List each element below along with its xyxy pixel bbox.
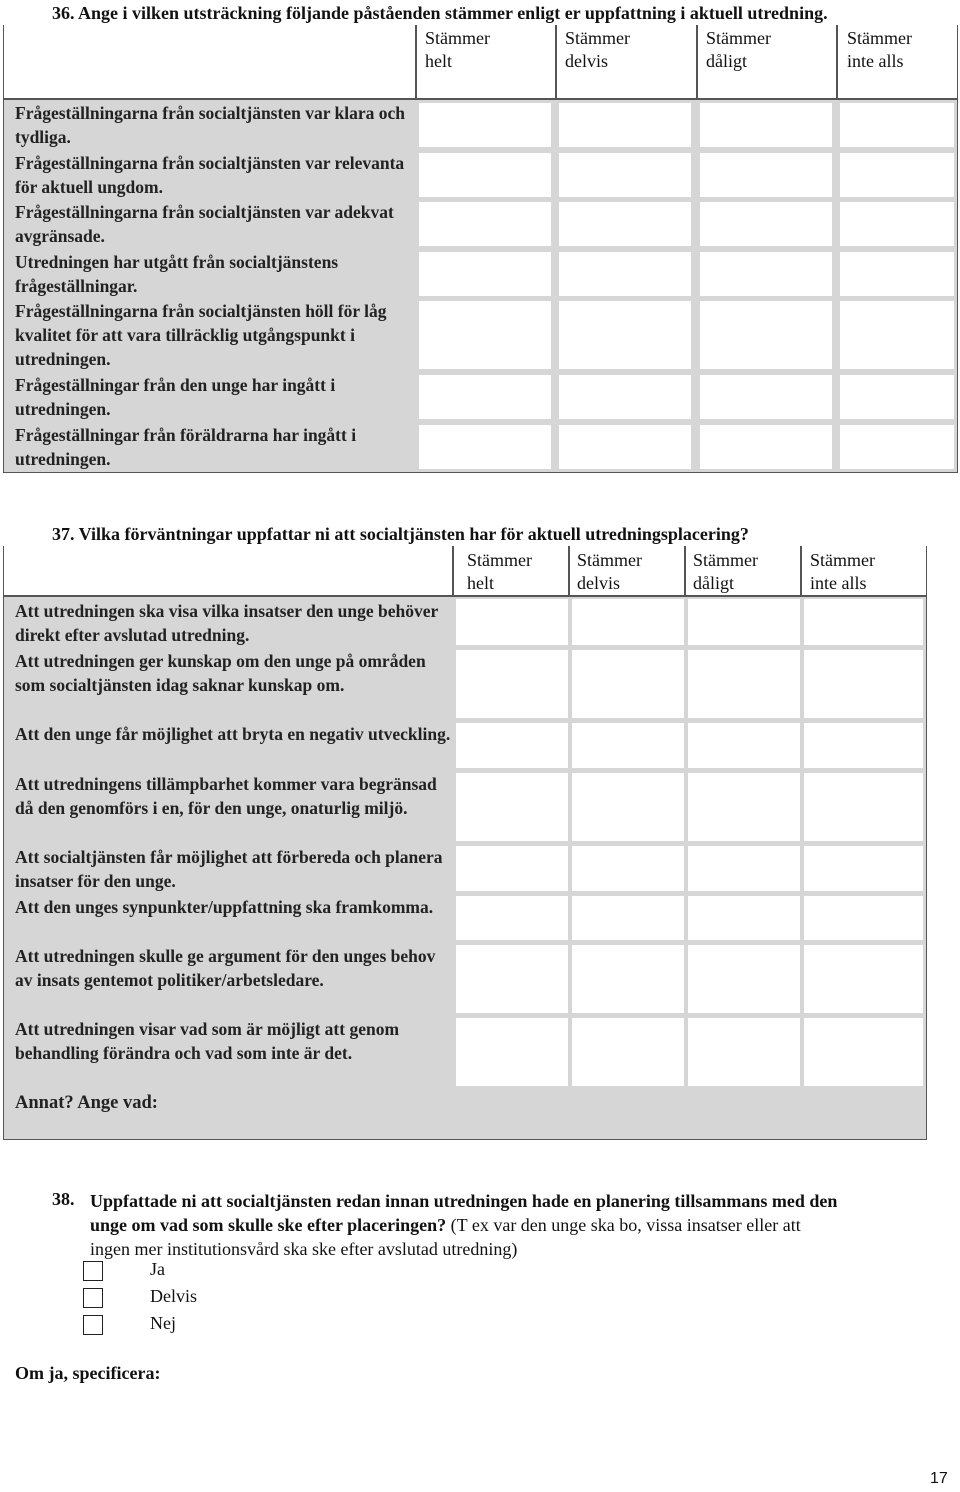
q36-r5-c4[interactable] bbox=[840, 301, 954, 369]
q36-r6-c2[interactable] bbox=[559, 375, 691, 419]
q36-r4-c1[interactable] bbox=[419, 252, 551, 296]
q36-r1-c3[interactable] bbox=[700, 103, 832, 147]
q38-option-delvis: Delvis bbox=[150, 1286, 197, 1306]
q37-row-4-label: Att utredningens tillämpbarhet kommer vara begränsad då den genomförs i en, för den unge, onaturlig miljö. bbox=[15, 774, 437, 818]
q38-question bbox=[90, 1189, 955, 1261]
q37-r7-c2[interactable] bbox=[572, 945, 684, 1013]
q36-r3-c2[interactable] bbox=[559, 202, 691, 246]
q37-col-1-header: Stämmer helt bbox=[467, 550, 532, 593]
q37-r4-c3[interactable] bbox=[688, 773, 800, 841]
q37-r3-c1[interactable] bbox=[456, 723, 568, 768]
q36-r4-c2[interactable] bbox=[559, 252, 691, 296]
q38-title-line-2: unge om vad som skulle ske efter placeringen? bbox=[90, 1215, 447, 1235]
q37-row-3-label: Att den unge får möjlighet att bryta en negativ utveckling. bbox=[15, 724, 451, 744]
q37-row-2-label: Att utredningen ger kunskap om den unge på områden som socialtjänsten idag saknar kunskap om. bbox=[15, 651, 426, 695]
q37-title: 37. Vilka förväntningar uppfattar ni att socialtjänsten har för aktuell utredningsplacering? bbox=[52, 524, 749, 544]
q37-row-5-label: Att socialtjänsten får möjlighet att förbereda och planera insatser för den unge. bbox=[15, 847, 443, 891]
q37-row-1-label: Att utredningen ska visa vilka insatser den unge behöver direkt efter avslutad utredning. bbox=[15, 601, 438, 645]
q37-col-3-header: Stämmer dåligt bbox=[693, 550, 758, 593]
q37-r8-c4[interactable] bbox=[804, 1018, 923, 1086]
q36-col-4-header: Stämmer inte alls bbox=[847, 28, 912, 71]
q37-col-4-header: Stämmer inte alls bbox=[810, 550, 875, 593]
q37-r3-c4[interactable] bbox=[804, 723, 923, 768]
q36-row-2-label: Frågeställningarna från socialtjänsten var relevanta för aktuell ungdom. bbox=[15, 153, 405, 197]
q37-r2-c2[interactable] bbox=[572, 650, 684, 718]
q36-r7-c4[interactable] bbox=[840, 425, 954, 469]
q38-number: 38. bbox=[52, 1189, 75, 1209]
q36-r6-c4[interactable] bbox=[840, 375, 954, 419]
q36-r6-c1[interactable] bbox=[419, 375, 551, 419]
q36-col-1-header: Stämmer helt bbox=[425, 28, 490, 71]
q36-r7-c3[interactable] bbox=[700, 425, 832, 469]
q36-r3-c4[interactable] bbox=[840, 202, 954, 246]
q36-col-3-header: Stämmer dåligt bbox=[706, 28, 771, 71]
q36-r5-c1[interactable] bbox=[419, 301, 551, 369]
q36-r5-c2[interactable] bbox=[559, 301, 691, 369]
q37-row-6-label: Att den unges synpunkter/uppfattning ska framkomma. bbox=[15, 897, 434, 917]
q37-r5-c2[interactable] bbox=[572, 846, 684, 891]
q36-row-4-label: Utredningen har utgått från socialtjänstens frågeställningar. bbox=[15, 252, 339, 296]
q37-r2-c4[interactable] bbox=[804, 650, 923, 718]
q37-r3-c3[interactable] bbox=[688, 723, 800, 768]
q37-r2-c3[interactable] bbox=[688, 650, 800, 718]
q36-r6-c3[interactable] bbox=[700, 375, 832, 419]
q37-r1-c1[interactable] bbox=[456, 599, 568, 645]
q36-r7-c1[interactable] bbox=[419, 425, 551, 469]
q37-r8-c3[interactable] bbox=[688, 1018, 800, 1086]
q37-r1-c4[interactable] bbox=[804, 599, 923, 645]
q37-r4-c4[interactable] bbox=[804, 773, 923, 841]
q36-title: 36. Ange i vilken utsträckning följande påståenden stämmer enligt er uppfattning i aktuell utredning. bbox=[52, 3, 828, 23]
q37-r8-c1[interactable] bbox=[456, 1018, 568, 1086]
q36-r1-c2[interactable] bbox=[559, 103, 691, 147]
q37-r6-c2[interactable] bbox=[572, 896, 684, 940]
q37-r6-c4[interactable] bbox=[804, 896, 923, 940]
q37-r5-c1[interactable] bbox=[456, 846, 568, 891]
q37-r8-c2[interactable] bbox=[572, 1018, 684, 1086]
q37-col-2-header: Stämmer delvis bbox=[577, 550, 642, 593]
q36-table bbox=[3, 25, 960, 473]
q37-r6-c1[interactable] bbox=[456, 896, 568, 940]
q37-r6-c3[interactable] bbox=[688, 896, 800, 940]
q36-r3-c1[interactable] bbox=[419, 202, 551, 246]
q36-row-7-label: Frågeställningar från föräldrarna har ingått i utredningen. bbox=[15, 425, 357, 469]
q38-option-nej: Nej bbox=[150, 1313, 176, 1333]
q36-r3-c3[interactable] bbox=[700, 202, 832, 246]
q38-checkbox-ja[interactable] bbox=[83, 1261, 103, 1281]
q36-r2-c4[interactable] bbox=[840, 153, 954, 197]
q36-row-3-label: Frågeställningarna från socialtjänsten var adekvat avgränsade. bbox=[15, 202, 394, 246]
q36-r1-c4[interactable] bbox=[840, 103, 954, 147]
q38-title-line-2-note: (T ex var den unge ska bo, vissa insatser eller att bbox=[446, 1215, 801, 1235]
q36-r5-c3[interactable] bbox=[700, 301, 832, 369]
q38-checkbox-delvis[interactable] bbox=[83, 1288, 103, 1308]
q36-r2-c2[interactable] bbox=[559, 153, 691, 197]
q36-row-6-label: Frågeställningar från den unge har ingått i utredningen. bbox=[15, 375, 336, 419]
q36-r1-c1[interactable] bbox=[419, 103, 551, 147]
q36-r2-c3[interactable] bbox=[700, 153, 832, 197]
q37-r1-c3[interactable] bbox=[688, 599, 800, 645]
q36-r4-c3[interactable] bbox=[700, 252, 832, 296]
q36-r7-c2[interactable] bbox=[559, 425, 691, 469]
q37-r7-c3[interactable] bbox=[688, 945, 800, 1013]
q37-r1-c2[interactable] bbox=[572, 599, 684, 645]
q37-row-9-label: Annat? Ange vad: bbox=[15, 1093, 158, 1113]
page-number: 17 bbox=[930, 1470, 948, 1487]
q37-r4-c2[interactable] bbox=[572, 773, 684, 841]
q37-r2-c1[interactable] bbox=[456, 650, 568, 718]
q37-r3-c2[interactable] bbox=[572, 723, 684, 768]
q38-title-line-3: ingen mer institutionsvård ska ske efter avslutad utredning) bbox=[90, 1239, 518, 1259]
q36-col-2-header: Stämmer delvis bbox=[565, 28, 630, 71]
q37-r4-c1[interactable] bbox=[456, 773, 568, 841]
q36-r2-c1[interactable] bbox=[419, 153, 551, 197]
q38-specify-label: Om ja, specificera: bbox=[15, 1363, 161, 1383]
q37-r5-c3[interactable] bbox=[688, 846, 800, 891]
q37-row-7-label: Att utredningen skulle ge argument för den unges behov av insats gentemot politiker/arbetsledare. bbox=[15, 946, 436, 990]
q37-r7-c4[interactable] bbox=[804, 945, 923, 1013]
q38-title-line-1: Uppfattade ni att socialtjänsten redan innan utredningen hade en planering tillsammans med den bbox=[90, 1191, 838, 1211]
q37-r7-c1[interactable] bbox=[456, 945, 568, 1013]
q37-row-8-label: Att utredningen visar vad som är möjligt att genom behandling förändra och vad som inte är det. bbox=[15, 1019, 400, 1063]
q38-checkbox-nej[interactable] bbox=[83, 1315, 103, 1335]
q37-table bbox=[3, 546, 927, 1140]
q36-row-1-label: Frågeställningarna från socialtjänsten var klara och tydliga. bbox=[15, 103, 406, 147]
q36-r4-c4[interactable] bbox=[840, 252, 954, 296]
q36-row-5-label: Frågeställningarna från socialtjänsten höll för låg kvalitet för att vara tillräcklig utgångspunkt i utredningen. bbox=[15, 301, 387, 369]
q37-r5-c4[interactable] bbox=[804, 846, 923, 891]
q38-option-ja: Ja bbox=[150, 1259, 165, 1279]
